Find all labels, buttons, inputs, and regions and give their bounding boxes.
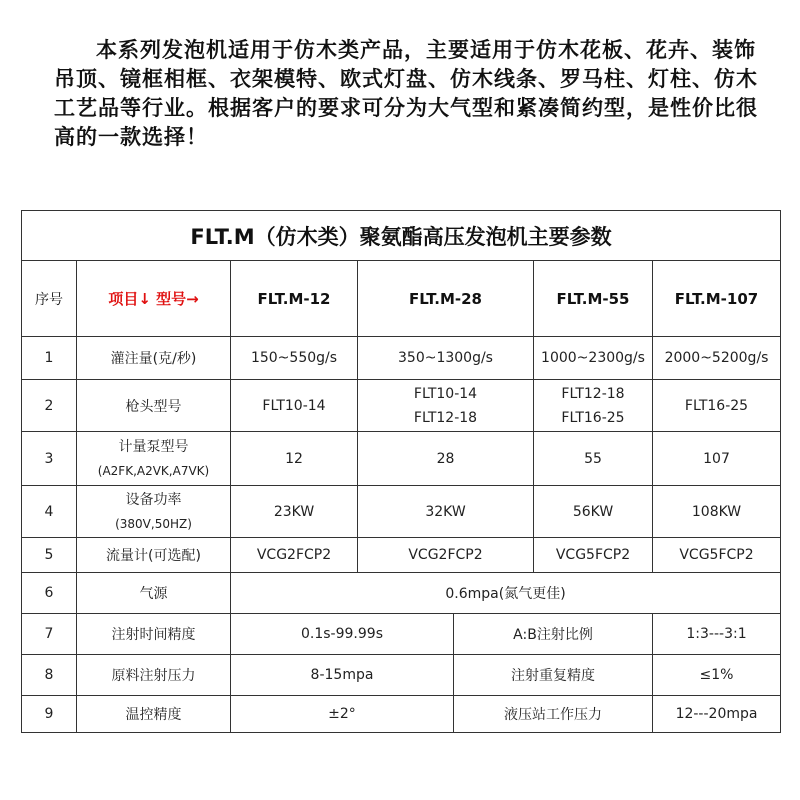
row-value	[231, 380, 358, 432]
row-value: 12	[231, 432, 358, 486]
row-name: 灌注量(克/秒)	[77, 337, 231, 380]
row-name: 枪头型号	[77, 380, 231, 432]
row-value: 32KW	[358, 486, 534, 538]
table-row	[22, 614, 781, 655]
table-row	[22, 380, 781, 432]
table-row	[22, 573, 781, 614]
row-value: 28	[358, 432, 534, 486]
row-no: 1	[22, 337, 77, 380]
row-value: 0.6mpa(氮气更佳)	[231, 573, 781, 614]
row-no: 4	[22, 486, 77, 538]
row-value-2: 12---20mpa	[653, 696, 781, 733]
row-value	[653, 380, 781, 432]
value-line: FLT16-25	[684, 397, 749, 414]
header-model-2: FLT.M-28	[358, 261, 534, 337]
row-value: 107	[653, 432, 781, 486]
row-no: 7	[22, 614, 77, 655]
value-line: FLT10-14	[413, 385, 478, 402]
row-name-sub: (380V,50HZ)	[115, 516, 192, 531]
row-value	[534, 380, 653, 432]
row-value-2: 1:3---3:1	[653, 614, 781, 655]
row-value: VCG2FCP2	[358, 538, 534, 573]
row-value: VCG2FCP2	[231, 538, 358, 573]
row-name: 流量计(可选配)	[77, 538, 231, 573]
row-name-2: 注射重复精度	[454, 655, 653, 696]
row-no: 8	[22, 655, 77, 696]
table-row	[22, 538, 781, 573]
row-no: 6	[22, 573, 77, 614]
table-row	[22, 486, 781, 538]
table-row	[22, 655, 781, 696]
row-value: 0.1s-99.99s	[231, 614, 454, 655]
row-name-sub: (A2FK,A2VK,A7VK)	[97, 463, 210, 478]
row-value: VCG5FCP2	[534, 538, 653, 573]
row-name-2: A:B注射比例	[454, 614, 653, 655]
table-title: FLT.M（仿木类）聚氨酯高压发泡机主要参数	[22, 211, 781, 261]
table-row	[22, 432, 781, 486]
intro-paragraph: 本系列发泡机适用于仿木类产品，主要适用于仿木花板、花卉、装饰吊顶、镜框相框、衣架模特、欧式灯盘、仿木线条、罗马柱、灯柱、仿木工艺品等行业。根据客户的要求可分为大气型和紧凑简约型，是性价比很高的一款选择！	[54, 38, 758, 149]
row-value: 23KW	[231, 486, 358, 538]
row-name: 原料注射压力	[77, 655, 231, 696]
row-value: ±2°	[231, 696, 454, 733]
value-line: FLT12-18	[413, 409, 478, 426]
row-value: 55	[534, 432, 653, 486]
row-no: 2	[22, 380, 77, 432]
spec-table	[21, 210, 781, 733]
row-value	[358, 380, 534, 432]
table-row	[22, 696, 781, 733]
row-value: VCG5FCP2	[653, 538, 781, 573]
row-no: 3	[22, 432, 77, 486]
row-value-2: ≤1%	[653, 655, 781, 696]
value-line: FLT12-18	[561, 385, 625, 402]
header-item: 项目↓ 型号→	[77, 261, 231, 337]
header-model-1: FLT.M-12	[231, 261, 358, 337]
row-name-2: 液压站工作压力	[454, 696, 653, 733]
header-model-3: FLT.M-55	[534, 261, 653, 337]
row-name-main: 设备功率	[125, 491, 182, 508]
row-no: 5	[22, 538, 77, 573]
value-line: FLT16-25	[561, 409, 625, 426]
value-line: FLT10-14	[262, 397, 326, 414]
row-value: 1000~2300g/s	[534, 337, 653, 380]
row-value: 150~550g/s	[231, 337, 358, 380]
table-row	[22, 337, 781, 380]
row-value: 350~1300g/s	[358, 337, 534, 380]
row-value: 8-15mpa	[231, 655, 454, 696]
row-name	[77, 432, 231, 486]
row-name	[77, 486, 231, 538]
row-name: 注射时间精度	[77, 614, 231, 655]
row-name: 气源	[77, 573, 231, 614]
table-header-row	[22, 261, 781, 337]
row-value: 56KW	[534, 486, 653, 538]
header-no: 序号	[22, 261, 77, 337]
row-no: 9	[22, 696, 77, 733]
row-name-main: 计量泵型号	[118, 438, 189, 455]
header-model-4: FLT.M-107	[653, 261, 781, 337]
table-title-row	[22, 211, 781, 261]
row-name: 温控精度	[77, 696, 231, 733]
row-value: 108KW	[653, 486, 781, 538]
row-value: 2000~5200g/s	[653, 337, 781, 380]
